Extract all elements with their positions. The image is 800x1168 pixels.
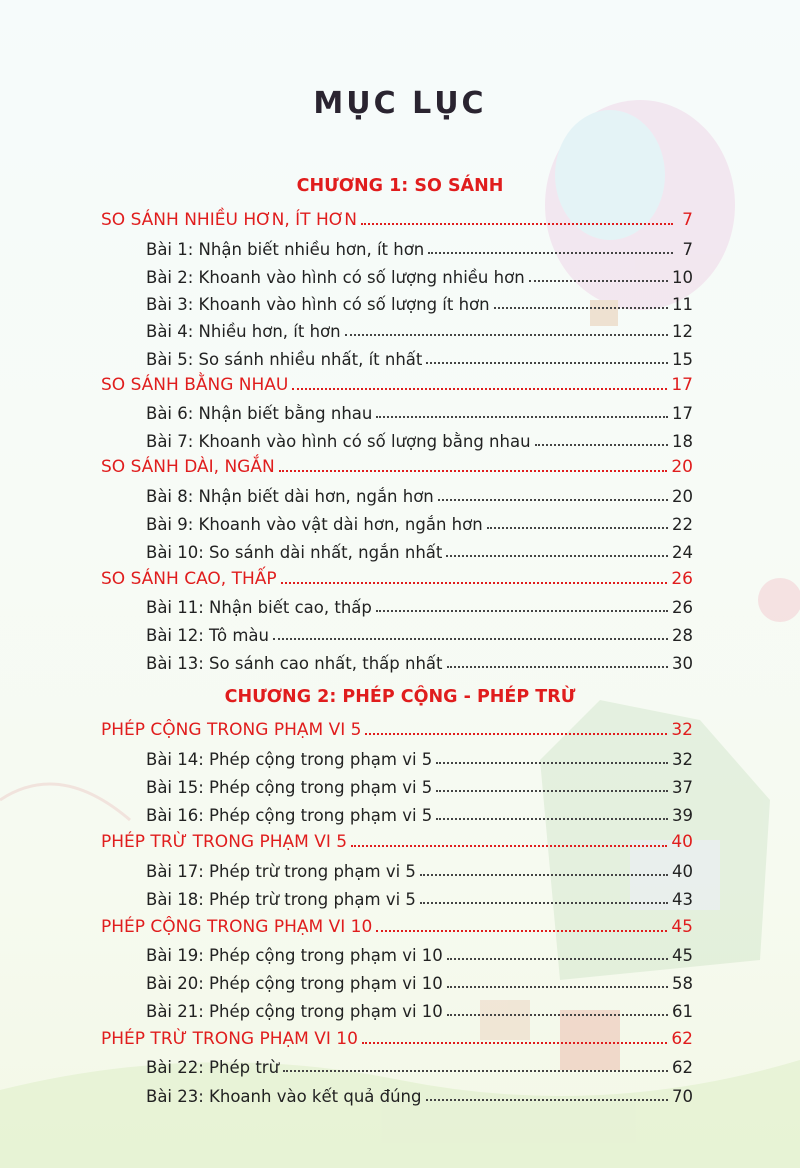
leader-dots [376,610,668,612]
leader-dots [362,1042,667,1044]
page-number: 62 [671,1029,693,1049]
lesson-label: Bài 21: Phép cộng trong phạm vi 10 [146,1002,443,1021]
page-number: 70 [672,1087,693,1106]
toc-section[interactable] [101,565,693,589]
toc-lesson[interactable] [146,773,693,797]
lesson-label: Bài 7: Khoanh vào hình có số lượng bằng nhau [146,432,531,451]
leader-dots [279,470,668,472]
leader-dots [351,845,667,847]
lesson-label: Bài 5: So sánh nhiều nhất, ít nhất [146,350,423,369]
page-number: 61 [672,1002,693,1021]
lesson-label: Bài 1: Nhận biết nhiều hơn, ít hơn [146,240,425,259]
toc-lesson[interactable] [146,345,693,369]
page-number: 45 [672,946,693,965]
leader-dots [426,362,668,364]
lesson-label: Bài 23: Khoanh vào kết quả đúng [146,1087,422,1106]
leader-dots [447,1014,668,1016]
page-number: 22 [672,515,693,534]
page-number: 12 [672,322,693,341]
leader-dots [281,582,668,584]
page-title: MỤC LỤC [313,86,487,121]
page-number: 7 [682,240,693,259]
lesson-label: Bài 4: Nhiều hơn, ít hơn [146,322,341,341]
toc-section[interactable] [101,1025,693,1049]
toc-lesson[interactable] [146,399,693,423]
leader-dots [436,818,668,820]
leader-dots [436,790,668,792]
toc-lesson[interactable] [146,510,693,534]
section-label: PHÉP TRỪ TRONG PHẠM VI 5 [101,832,348,852]
section-label: SO SÁNH CAO, THẤP [101,569,277,589]
leader-dots [436,762,668,764]
toc-section[interactable] [101,453,693,477]
lesson-label: Bài 9: Khoanh vào vật dài hơn, ngắn hơn [146,515,483,534]
toc-lesson[interactable] [146,649,693,673]
toc-lesson[interactable] [146,969,693,993]
toc-lesson[interactable] [146,290,693,314]
leader-dots [494,307,668,309]
toc-lesson[interactable] [146,941,693,965]
toc-section[interactable] [101,206,693,230]
page-number: 62 [672,1058,693,1077]
toc-lesson[interactable] [146,621,693,645]
leader-dots [487,527,668,529]
leader-dots [345,334,668,336]
lesson-label: Bài 13: So sánh cao nhất, thấp nhất [146,654,443,673]
lesson-label: Bài 8: Nhận biết dài hơn, ngắn hơn [146,487,434,506]
flower-art [758,578,800,622]
leader-dots [420,874,668,876]
lesson-label: Bài 12: Tô màu [146,626,269,645]
page-number: 26 [671,569,693,589]
toc-lesson[interactable] [146,857,693,881]
leader-dots [283,1070,668,1072]
lesson-label: Bài 15: Phép cộng trong phạm vi 5 [146,778,433,797]
toc-lesson[interactable] [146,1082,693,1106]
leader-dots [361,223,673,225]
leader-dots [292,388,667,390]
page-number: 32 [671,720,693,740]
toc-lesson[interactable] [146,885,693,909]
toc-lesson[interactable] [146,745,693,769]
section-label: PHÉP CỘNG TRONG PHẠM VI 10 [101,917,373,937]
leader-dots [273,638,668,640]
lesson-label: Bài 3: Khoanh vào hình có số lượng ít hơn [146,295,490,314]
lesson-label: Bài 20: Phép cộng trong phạm vi 10 [146,974,443,993]
page-number: 18 [672,432,693,451]
lesson-label: Bài 2: Khoanh vào hình có số lượng nhiều hơn [146,268,525,287]
page-number: 20 [671,457,693,477]
leader-dots [420,902,668,904]
page-number: 26 [672,598,693,617]
page-number: 30 [672,654,693,673]
page-number: 45 [671,917,693,937]
leader-dots [535,444,668,446]
leader-dots [438,499,668,501]
leader-dots [447,986,668,988]
leader-dots [529,280,668,282]
page-number: 28 [672,626,693,645]
toc-lesson[interactable] [146,538,693,562]
page-number: 17 [672,404,693,423]
toc-lesson[interactable] [146,801,693,825]
leader-dots [376,930,667,932]
leader-dots [426,1099,669,1101]
lesson-label: Bài 10: So sánh dài nhất, ngắn nhất [146,543,443,562]
leader-dots [447,666,668,668]
section-label: SO SÁNH DÀI, NGẮN [101,457,275,477]
section-label: SO SÁNH BẰNG NHAU [101,375,289,395]
toc-section[interactable] [101,828,693,852]
lesson-label: Bài 22: Phép trừ [146,1058,280,1077]
page-number: 15 [672,350,693,369]
page-number: 43 [672,890,693,909]
page-number: 39 [672,806,693,825]
lesson-label: Bài 18: Phép trừ trong phạm vi 5 [146,890,416,909]
section-label: SO SÁNH NHIỀU HƠN, ÍT HƠN [101,210,357,230]
page-number: 24 [672,543,693,562]
lesson-label: Bài 19: Phép cộng trong phạm vi 10 [146,946,443,965]
chapter-heading: CHƯƠNG 2: PHÉP CỘNG - PHÉP TRỪ [224,687,576,707]
leader-dots [365,733,667,735]
toc-lesson[interactable] [146,997,693,1021]
page-number: 7 [682,210,693,230]
page-number: 17 [671,375,693,395]
lesson-label: Bài 16: Phép cộng trong phạm vi 5 [146,806,433,825]
leader-dots [446,555,668,557]
toc-section[interactable] [101,371,693,395]
lesson-label: Bài 6: Nhận biết bằng nhau [146,404,373,423]
toc-lesson[interactable] [146,1053,693,1077]
chapter-heading: CHƯƠNG 1: SO SÁNH [296,176,504,196]
section-label: PHÉP CỘNG TRONG PHẠM VI 5 [101,720,362,740]
page-number: 32 [672,750,693,769]
leader-dots [428,252,673,254]
toc-lesson[interactable] [146,482,693,506]
toc-lesson[interactable] [146,317,693,341]
section-label: PHÉP TRỪ TRONG PHẠM VI 10 [101,1029,358,1049]
page-number: 58 [672,974,693,993]
toc-lesson[interactable] [146,427,693,451]
leader-dots [376,416,668,418]
toc-lesson[interactable] [146,593,693,617]
page-number: 10 [672,268,693,287]
toc-section[interactable] [101,716,693,740]
leader-dots [447,958,668,960]
page-number: 40 [672,862,693,881]
toc-lesson[interactable] [146,235,693,259]
toc-lesson[interactable] [146,263,693,287]
page-number: 20 [672,487,693,506]
lesson-label: Bài 17: Phép trừ trong phạm vi 5 [146,862,416,881]
lesson-label: Bài 14: Phép cộng trong phạm vi 5 [146,750,433,769]
toc-section[interactable] [101,913,693,937]
page-number: 40 [671,832,693,852]
page-number: 11 [672,295,693,314]
lesson-label: Bài 11: Nhận biết cao, thấp [146,598,372,617]
page-number: 37 [672,778,693,797]
